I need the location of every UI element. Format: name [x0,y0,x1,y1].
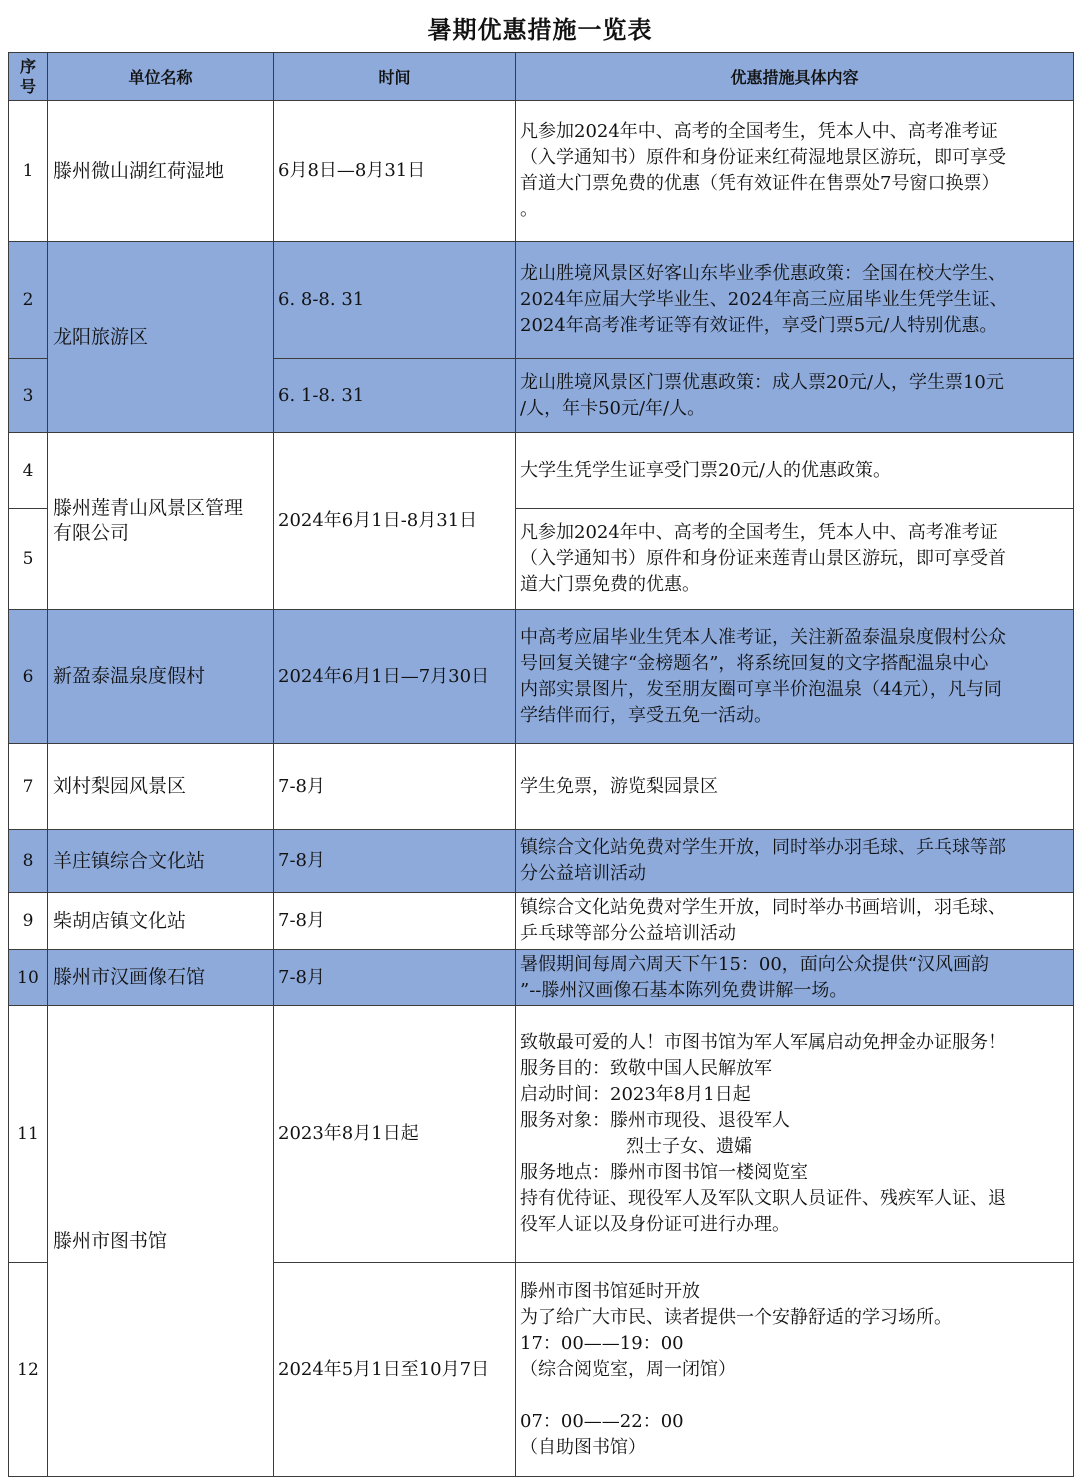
content-line: 启动时间：2023年8月1日起 [520,1084,751,1105]
time-range: 7-8月 [274,744,516,830]
row-number: 11 [9,1006,48,1263]
discount-content [516,830,1074,893]
row-number: 1 [9,101,48,242]
time-range: 6月8日—8月31日 [274,101,516,242]
content-line: 07：00——22：00 [520,1410,684,1432]
table-row [9,242,1074,359]
unit-name: 新盈泰温泉度假村 [48,610,274,744]
table-row [9,830,1074,893]
time-range: 6. 8-8. 31 [274,242,516,359]
content-line: 中高考应届毕业生凭本人准考证，关注新盈泰温泉度假村公众 [520,626,1006,648]
content-line: 为了给广大市民、读者提供一个安静舒适的学习场所。 [520,1306,952,1328]
content-line: 龙山胜境风景区好客山东毕业季优惠政策：全国在校大学生、 [520,263,1006,284]
discount-content [516,1263,1074,1477]
table-row [9,433,1074,509]
content-line: /人，年卡50元/年/人。 [520,397,706,419]
content-line [520,1383,1071,1409]
table-row [9,893,1074,950]
content-line: 镇综合文化站免费对学生开放，同时举办羽毛球、乒乓球等部 [520,837,1006,858]
row-number: 3 [9,359,48,433]
time-range: 6. 1-8. 31 [274,359,516,433]
header-unit: 单位名称 [48,53,274,101]
unit-name: 柴胡店镇文化站 [48,893,274,950]
time-range: 7-8月 [274,830,516,893]
content-line: 暑假期间每周六周天下午15：00，面向公众提供“汉风画韵 [520,953,990,975]
row-number: 4 [9,433,48,509]
row-number: 12 [9,1263,48,1477]
content-line: 镇综合文化站免费对学生开放，同时举办书画培训，羽毛球、 [520,897,1006,918]
content-line: 乒乓球等部分公益培训活动 [520,923,736,944]
unit-name: 龙阳旅游区 [48,242,274,433]
time-range: 2023年8月1日起 [274,1006,516,1263]
time-range: 2024年6月1日—7月30日 [274,610,516,744]
content-line: （自助图书馆） [520,1436,646,1458]
header-time: 时间 [274,53,516,101]
time-range: 2024年5月1日至10月7日 [274,1263,516,1477]
discount-content [516,1006,1074,1263]
discount-content [516,242,1074,359]
unit-name: 羊庄镇综合文化站 [48,830,274,893]
content-line: 内部实景图片，发至朋友圈可享半价泡温泉（44元），凡与同 [520,678,1002,700]
content-line: 持有优待证、现役军人及军队文职人员证件、残疾军人证、退 [520,1188,1006,1209]
discount-table [8,52,1074,1477]
content-line: 号回复关键字“金榜题名”，将系统回复的文字搭配温泉中心 [520,652,989,674]
content-line: （综合阅览室，周一闭馆） [520,1358,736,1380]
unit-name-line: 滕州莲青山风景区管理 [53,497,244,519]
unit-name: 滕州微山湖红荷湿地 [48,101,274,242]
row-number: 7 [9,744,48,830]
row-number: 8 [9,830,48,893]
table-row [9,610,1074,744]
content-line: 烈士子女、遗孀 [626,1136,752,1157]
time-range: 7-8月 [274,893,516,950]
unit-name [48,433,274,610]
unit-name-line: 有限公司 [53,522,130,544]
content-line: ”--滕州汉画像石基本陈列免费讲解一场。 [520,979,848,1001]
unit-name: 刘村梨园风景区 [48,744,274,830]
unit-name: 滕州市汉画像石馆 [48,950,274,1006]
table-row [9,101,1074,242]
content-line: 首道大门票免费的优惠（凭有效证件在售票处7号窗口换票） [520,173,1000,194]
content-line: （入学通知书）原件和身份证来红荷湿地景区游玩，即可享受 [520,147,1006,168]
header-seq: 序号 [9,53,48,101]
content-line: 服务对象：滕州市现役、退役军人 [520,1110,790,1131]
row-number: 10 [9,950,48,1006]
content-line: 道大门票免费的优惠。 [520,574,700,595]
row-number: 5 [9,509,48,610]
content-line: 学生免票，游览梨园景区 [520,775,718,797]
discount-content [516,893,1074,950]
time-range: 7-8月 [274,950,516,1006]
content-line: 学结伴而行，享受五免一活动。 [520,704,772,726]
table-row [9,950,1074,1006]
content-line: 龙山胜境风景区门票优惠政策：成人票20元/人，学生票10元 [520,371,1004,393]
content-line: 17：00——19：00 [520,1332,684,1354]
discount-content [516,610,1074,744]
discount-content [516,950,1074,1006]
content-line: 服务地点：滕州市图书馆一楼阅览室 [520,1162,808,1183]
content-line: 。 [520,199,538,220]
content-line: 役军人证以及身份证可进行办理。 [520,1214,790,1235]
discount-content [516,359,1074,433]
page-title: 暑期优惠措施一览表 [427,16,653,44]
row-number: 2 [9,242,48,359]
content-line: （入学通知书）原件和身份证来莲青山景区游玩，即可享受首 [520,548,1006,569]
content-line: 大学生凭学生证享受门票20元/人的优惠政策。 [520,459,891,481]
content-line: 致敬最可爱的人！市图书馆为军人军属启动免押金办证服务！ [520,1032,1006,1053]
discount-content [516,433,1074,509]
discount-content [516,744,1074,830]
header-row [9,53,1074,101]
discount-content [516,509,1074,610]
content-line: 服务目的：致敬中国人民解放军 [520,1058,772,1079]
content-line: 2024年高考准考证等有效证件，享受门票5元/人特别优惠。 [520,315,998,336]
content-line: 2024年应届大学毕业生、2024年高三应届毕业生凭学生证、 [520,289,1008,310]
unit-name: 滕州市图书馆 [48,1006,274,1477]
content-line: 分公益培训活动 [520,863,646,884]
table-row [9,1006,1074,1263]
row-number: 9 [9,893,48,950]
table-row [9,744,1074,830]
discount-content [516,101,1074,242]
content-line: 滕州市图书馆延时开放 [520,1280,700,1302]
row-number: 6 [9,610,48,744]
content-line: 凡参加2024年中、高考的全国考生，凭本人中、高考准考证 [520,121,998,142]
time-range: 2024年6月1日-8月31日 [274,433,516,610]
header-content: 优惠措施具体内容 [516,53,1074,101]
content-line: 凡参加2024年中、高考的全国考生，凭本人中、高考准考证 [520,522,998,543]
